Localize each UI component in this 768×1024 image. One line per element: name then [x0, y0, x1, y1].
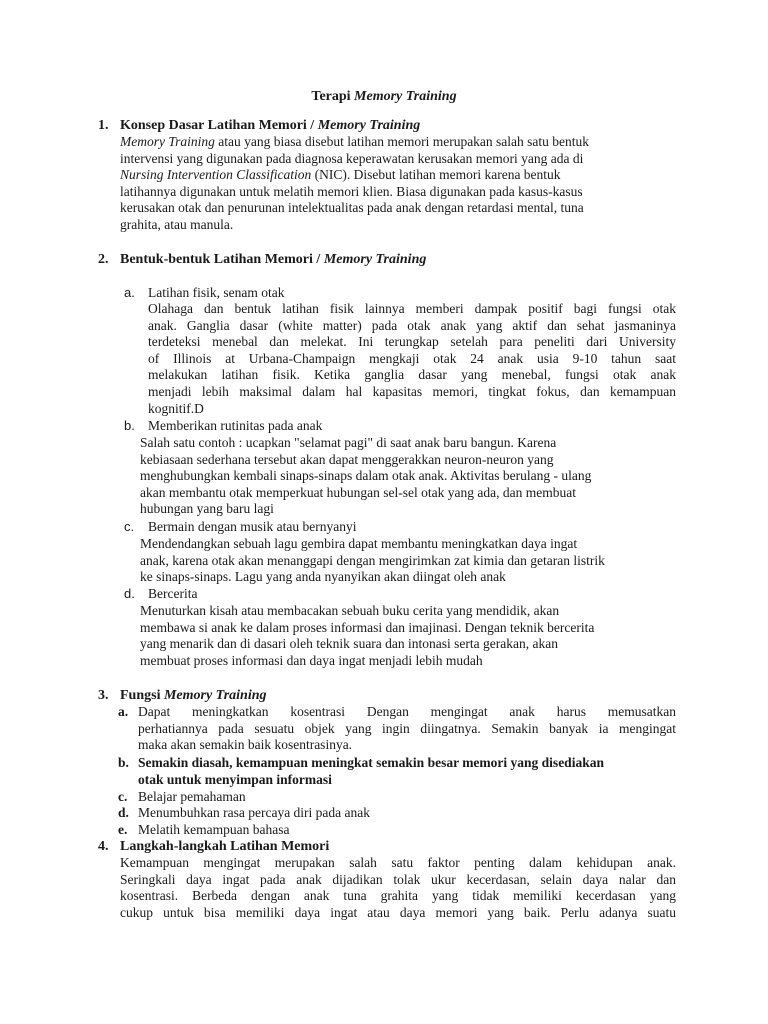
- item-2d-title: d. Bercerita: [124, 586, 198, 601]
- text-line: Dapat meningkatkan kosentrasi Dengan mengingat anak harus memusatkan: [138, 704, 676, 719]
- section-2-number: 2.: [98, 252, 109, 267]
- document-title: [0, 88, 768, 105]
- text-line: cukup untuk bisa memiliki daya ingat atau daya memori yang baik. Perlu adanya suatu: [120, 904, 676, 920]
- text-line: menjadi lebih maksimal dalam hal kapasitas memori, tingkat fokus, dan kemampuan: [148, 383, 676, 399]
- text-line: otak untuk menyimpan informasi: [138, 771, 332, 787]
- text-line: anak. Ganglia dasar (white matter) pada otak anak yang aktif dan sehat jasmaninya: [148, 317, 676, 333]
- text-line: Mendendangkan sebuah lagu gembira dapat membantu meningkatkan daya ingat: [140, 536, 578, 551]
- item-2c-body: [140, 536, 680, 586]
- section-1-body: [120, 134, 660, 234]
- text-line: kosentrasi. Berbeda dengan anak tuna grahita yang tidak memiliki kecerdasan yang: [120, 888, 676, 904]
- item-2a-title: a. Latihan fisik, senam otak: [124, 285, 285, 300]
- item-3b: [118, 755, 678, 788]
- item-2c-title: c. Bermain dengan musik atau bernyanyi: [124, 519, 357, 534]
- text-line: menghubungkan kembali sinaps-sinaps dalam otak anak. Aktivitas berulang - ulang: [140, 468, 592, 484]
- text-line: Menuturkan kisah atau membacakan sebuah buku cerita yang mendidik, akan: [140, 603, 560, 618]
- section-3-title-italic: Memory Training: [163, 688, 267, 703]
- text-line: latihannya digunakan untuk melatih memori klien. Biasa digunakan pada kasus-kasus: [120, 183, 583, 199]
- text-line: grahita, atau manula.: [120, 216, 234, 232]
- item-3d: d. Menumbuhkan rasa percaya diri pada anak: [118, 805, 371, 820]
- section-4-number: 4.: [98, 839, 109, 854]
- section-4-body: [120, 855, 676, 921]
- text-line: Olahaga dan bentuk latihan fisik lainnya memberi dampak positif bagi fungsi otak: [148, 301, 676, 316]
- section-1-number: 1.: [98, 118, 109, 133]
- text-line: kognitif.D: [148, 400, 204, 416]
- section-4-heading: [98, 838, 329, 855]
- section-2-title: Bentuk-bentuk Latihan Memori /: [120, 252, 324, 267]
- section-1-heading: [98, 117, 420, 134]
- title-italic: Memory Training: [354, 89, 457, 104]
- item-2d-body: [140, 603, 680, 669]
- text-line: Seringkali daya ingat pada anak dijadikan tolak ukur kecerdasan, selain daya nalar dan: [120, 871, 676, 887]
- section-2-title-italic: Memory Training: [323, 252, 427, 267]
- text-line: of Illinois at Urbana-Champaign mengkaji otak 24 anak usia 9-10 tahun saat: [148, 350, 676, 366]
- text-line: melakukan latihan fisik. Ketika ganglia dasar yang menebal, fungsi otak anak: [148, 367, 676, 383]
- title-text: Terapi: [311, 89, 355, 104]
- text-line: Nursing Intervention Classification (NIC). Disebut latihan memori karena bentuk: [120, 167, 561, 183]
- section-2-heading: [98, 251, 426, 268]
- section-1-title-italic: Memory Training: [317, 118, 421, 133]
- section-3-title: Fungsi: [120, 688, 164, 703]
- text-line: maka akan semakin baik kosentrasinya.: [138, 737, 353, 753]
- section-3-heading: [98, 687, 267, 704]
- text-line: akan membantu otak memperkuat hubungan sel-sel otak yang ada, dan membuat: [140, 484, 576, 500]
- text-line: membawa si anak ke dalam proses informasi dan imajinasi. Dengan teknik bercerita: [140, 619, 595, 635]
- section-1-title: Konsep Dasar Latihan Memori /: [120, 118, 318, 133]
- text-line: kebiasaan sederhana tersebut akan dapat menggerakkan neuron-neuron yang: [140, 451, 554, 467]
- text-line: perhatiannya pada sesuatu objek yang ingin diingatnya. Semakin banyak ia mengingat: [138, 720, 676, 736]
- item-3a: [118, 704, 676, 754]
- text-line: anak, karena otak akan menanggapi dengan mengirimkan zat kimia dan getaran listrik: [140, 552, 605, 568]
- text-line: ke sinaps-sinaps. Lagu yang anda nyanyikan akan diingat oleh anak: [140, 569, 506, 585]
- item-3e: e. Melatih kemampuan bahasa: [118, 822, 290, 837]
- text-line: terdeteksi menebal dan melekat. Ini terungkap setelah para peneliti dari University: [148, 334, 676, 350]
- text-line: Memory Training atau yang biasa disebut latihan memori merupakan salah satu bentuk: [120, 134, 590, 149]
- text-line: yang menarik dan di dasari oleh teknik suara dan intonasi serta gerakan, akan: [140, 636, 558, 652]
- item-3a-letter: a.: [118, 704, 129, 719]
- item-2a-body: [148, 301, 676, 417]
- item-2b-body: [140, 435, 680, 518]
- item-2b-title: b. Memberikan rutinitas pada anak: [124, 418, 323, 433]
- text-line: membuat proses informasi dan daya ingat menjadi lebih mudah: [140, 652, 483, 668]
- text-line: Semakin diasah, kemampuan meningkat semakin besar memori yang disediakan: [138, 755, 604, 770]
- item-3c: c. Belajar pemahaman: [118, 789, 246, 804]
- section-3-number: 3.: [98, 688, 109, 703]
- text-line: intervensi yang digunakan pada diagnosa keperawatan kerusakan memori yang ada di: [120, 150, 584, 166]
- text-line: Kemampuan mengingat merupakan salah satu faktor penting dalam kehidupan anak.: [120, 855, 676, 870]
- text-line: kerusakan otak dan penurunan intelektualitas pada anak dengan retardasi mental, tuna: [120, 200, 584, 216]
- text-line: hubungan yang baru lagi: [140, 501, 274, 517]
- item-3b-letter: b.: [118, 755, 129, 770]
- text-line: Salah satu contoh : ucapkan "selamat pagi" di saat anak baru bangun. Karena: [140, 435, 557, 450]
- section-4-title: Langkah-langkah Latihan Memori: [120, 839, 330, 854]
